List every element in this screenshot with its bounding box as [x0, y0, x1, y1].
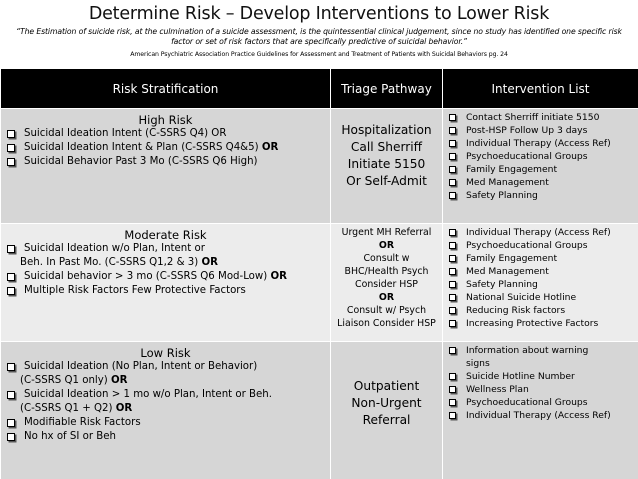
list-item: Suicidal Ideation Intent & Plan (C-SSRS Q4&5) OR	[5, 141, 330, 155]
list-item: Wellness Plan	[447, 383, 638, 396]
risk-level-title: Low Risk	[140, 346, 191, 360]
triage-pathway: Hospitalization Call Sherriff Initiate 5150 Or Self-Admit	[341, 123, 432, 188]
list-item: Family Engagement	[447, 252, 638, 265]
checkbox-bullet-icon	[449, 153, 456, 160]
checkbox-bullet-icon	[7, 433, 15, 441]
table-row-moderate-risk	[1, 224, 638, 342]
risk-cell	[1, 224, 331, 342]
list-item: Suicidal Ideation w/o Plan, Intent or	[5, 242, 330, 256]
table-row-high-risk	[1, 109, 638, 224]
triage-pathway: Urgent MH Referral OR Consult w BHC/Health Psych Consider HSP OR Consult w/ Psych Liaison Consider HSP	[337, 227, 436, 329]
list-item: Psychoeducational Groups	[447, 239, 638, 252]
table-row-low-risk	[1, 342, 638, 479]
list-item: Suicidal Ideation Intent (C-SSRS Q4) OR	[5, 127, 330, 141]
checkbox-bullet-icon	[449, 114, 456, 121]
list-item: Suicidal Ideation (No Plan, Intent or Behavior)	[5, 360, 330, 374]
intervention-cell	[443, 224, 638, 342]
checkbox-bullet-icon	[7, 144, 15, 152]
checkbox-bullet-icon	[449, 179, 456, 186]
list-item: Contact Sherriff initiate 5150	[447, 111, 638, 124]
list-item: Suicidal Ideation > 1 mo w/o Plan, Intent or Beh.	[5, 388, 330, 402]
column-header-intervention-list: Intervention List	[443, 69, 638, 109]
list-item: Med Management	[447, 265, 638, 278]
list-item: Reducing Risk factors	[447, 304, 638, 317]
list-item: Med Management	[447, 176, 638, 189]
checkbox-bullet-icon	[7, 273, 15, 281]
intervention-list	[443, 109, 638, 202]
risk-criteria-list	[1, 360, 330, 374]
table-header-row	[1, 69, 638, 109]
checkbox-bullet-icon	[7, 130, 15, 138]
risk-cell	[1, 109, 331, 224]
list-item-continuation: Beh. In Past Mo. (C-SSRS Q1,2 & 3) OR	[20, 257, 219, 268]
checkbox-bullet-icon	[7, 158, 15, 166]
risk-level-title: High Risk	[138, 113, 193, 127]
list-item: No hx of SI or Beh	[5, 430, 330, 444]
checkbox-bullet-icon	[449, 294, 456, 301]
checkbox-bullet-icon	[449, 229, 456, 236]
citation: American Psychiatric Association Practice Guidelines for Assessment and Treatment of Patients with Suicidal Behaviors pg. 24	[130, 51, 508, 58]
list-item: Multiple Risk Factors Few Protective Factors	[5, 284, 330, 298]
triage-cell	[331, 342, 443, 479]
checkbox-bullet-icon	[7, 391, 15, 399]
list-item: Information about warning signs	[447, 344, 638, 370]
checkbox-bullet-icon	[449, 255, 456, 262]
checkbox-bullet-icon	[449, 373, 456, 380]
checkbox-bullet-icon	[7, 363, 15, 371]
checkbox-bullet-icon	[449, 242, 456, 249]
risk-criteria-list	[1, 416, 330, 444]
slide-header	[0, 0, 638, 68]
checkbox-bullet-icon	[7, 419, 15, 427]
list-item: Family Engagement	[447, 163, 638, 176]
checkbox-bullet-icon	[449, 412, 456, 419]
list-item: Modifiable Risk Factors	[5, 416, 330, 430]
checkbox-bullet-icon	[449, 307, 456, 314]
checkbox-bullet-icon	[449, 192, 456, 199]
list-item: Post-HSP Follow Up 3 days	[447, 124, 638, 137]
list-item: Individual Therapy (Access Ref)	[447, 137, 638, 150]
intervention-list	[443, 342, 638, 422]
checkbox-bullet-icon	[449, 166, 456, 173]
triage-pathway: Outpatient Non-Urgent Referral	[351, 379, 422, 427]
checkbox-bullet-icon	[7, 287, 15, 295]
checkbox-bullet-icon	[449, 386, 456, 393]
risk-criteria-list	[1, 127, 330, 169]
risk-cell	[1, 342, 331, 479]
list-item: Individual Therapy (Access Ref)	[447, 409, 638, 422]
list-item: Suicidal behavior > 3 mo (C-SSRS Q6 Mod-Low) OR	[5, 270, 330, 284]
risk-criteria-list	[1, 270, 330, 298]
checkbox-bullet-icon	[7, 245, 15, 253]
risk-criteria-list	[1, 388, 330, 402]
slide-title: Determine Risk – Develop Interventions to Lower Risk	[88, 4, 550, 24]
risk-criteria-list	[1, 242, 330, 256]
list-item-continuation: (C-SSRS Q1 + Q2) OR	[20, 403, 133, 414]
checkbox-bullet-icon	[449, 127, 456, 134]
checkbox-bullet-icon	[449, 281, 456, 288]
intervention-list	[443, 224, 638, 330]
column-header-triage-pathway: Triage Pathway	[331, 69, 443, 109]
checkbox-bullet-icon	[449, 347, 456, 354]
list-item: National Suicide Hotline	[447, 291, 638, 304]
triage-cell	[331, 109, 443, 224]
risk-level-title: Moderate Risk	[124, 228, 207, 242]
risk-table	[0, 68, 638, 479]
intervention-cell	[443, 342, 638, 479]
triage-cell	[331, 224, 443, 342]
list-item: Psychoeducational Groups	[447, 150, 638, 163]
list-item-continuation: (C-SSRS Q1 only) OR	[20, 375, 128, 386]
checkbox-bullet-icon	[449, 140, 456, 147]
list-item: Psychoeducational Groups	[447, 396, 638, 409]
list-item: Individual Therapy (Access Ref)	[447, 226, 638, 239]
intervention-cell	[443, 109, 638, 224]
quote-text: “The Estimation of suicide risk, at the culmination of a suicide assessment, is the quintessential clinical judgement, since no study has identified one specific risk factor or set of risk factors that are specifically predictive of suicidal behavior.”	[16, 27, 622, 46]
checkbox-bullet-icon	[449, 320, 456, 327]
checkbox-bullet-icon	[449, 268, 456, 275]
list-item: Suicidal Behavior Past 3 Mo (C-SSRS Q6 High)	[5, 155, 330, 169]
list-item: Suicide Hotline Number	[447, 370, 638, 383]
list-item: Safety Planning	[447, 189, 638, 202]
checkbox-bullet-icon	[449, 399, 456, 406]
column-header-risk-stratification: Risk Stratification	[1, 69, 331, 109]
list-item: Safety Planning	[447, 278, 638, 291]
list-item: Increasing Protective Factors	[447, 317, 638, 330]
